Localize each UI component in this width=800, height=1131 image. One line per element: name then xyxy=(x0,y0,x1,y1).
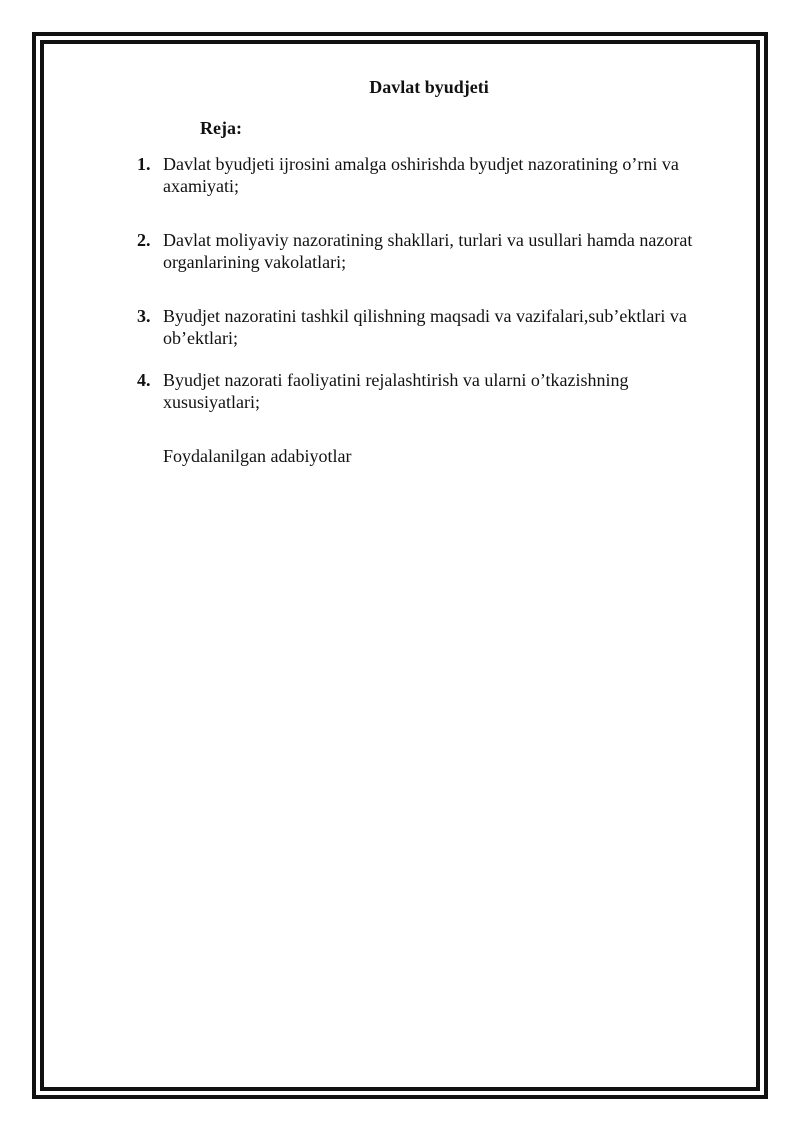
plan-item-number: 1. xyxy=(137,154,151,174)
plan-item-text: Byudjet nazorati faoliyatini rejalashtirish va ularni o’tkazishning xususiyatlari; xyxy=(163,370,629,412)
document-title: Davlat byudjeti xyxy=(369,77,489,97)
plan-item-text: Davlat byudjeti ijrosini amalga oshirishda byudjet nazoratining o’rni va axamiyati; xyxy=(163,154,679,196)
page-border-inner xyxy=(40,40,760,1091)
plan-item-number: 2. xyxy=(137,230,151,250)
plan-item-number: 4. xyxy=(137,370,151,390)
plan-item-text: Byudjet nazoratini tashkil qilishning maqsadi va vazifalari,sub’ektlari va ob’ektlari; xyxy=(163,306,687,348)
plan-heading: Reja: xyxy=(200,118,242,138)
plan-item-number: 3. xyxy=(137,306,151,326)
plan-item-text: Davlat moliyaviy nazoratining shakllari, turlari va usullari hamda nazorat organlarining vakolatlari; xyxy=(163,230,693,272)
references-heading: Foydalanilgan adabiyotlar xyxy=(163,446,352,466)
